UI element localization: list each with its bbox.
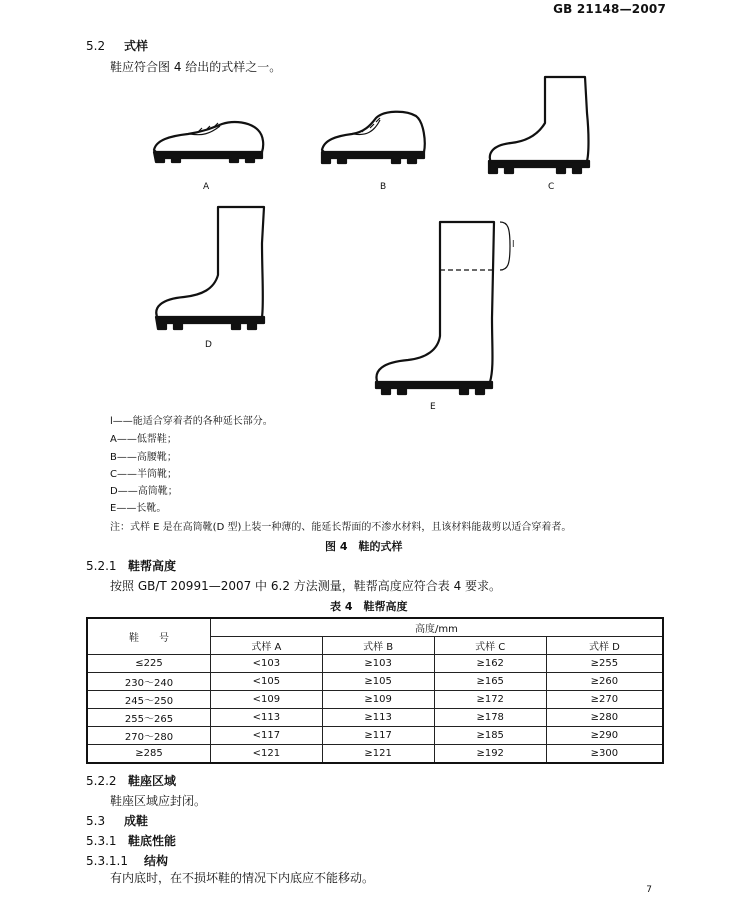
table-row — [87, 691, 663, 709]
section-number: 5.3.1.1 — [86, 854, 128, 868]
label-c: C — [548, 182, 555, 192]
label-b: B — [380, 182, 387, 192]
table-caption: 表 4 鞋帮高度 — [330, 600, 408, 613]
table-cell: ≥192 — [434, 745, 546, 764]
table-row — [87, 745, 663, 764]
column-header-style-a: 式样 A — [211, 637, 323, 655]
section-title: 结构 — [144, 854, 169, 868]
section-5-3-1-heading — [86, 832, 176, 849]
section-number: 5.3 — [86, 814, 106, 828]
table-cell: ≥109 — [322, 691, 434, 709]
shoe-b-illustration — [318, 108, 433, 168]
legend-item: D——高筒靴； — [110, 486, 178, 497]
table-cell: ≥300 — [546, 745, 663, 764]
column-header-height: 高度/mm — [211, 618, 664, 637]
label-l: l — [512, 240, 515, 250]
section-title: 鞋座区域 — [128, 774, 177, 788]
section-number: 5.2.1 — [86, 559, 117, 573]
section-5-2-1-text: 按照 GB/T 20991—2007 中 6.2 方法测量，鞋帮高度应符合表 4 要求。 — [110, 579, 502, 593]
table-cell: <113 — [211, 709, 323, 727]
section-5-3-heading — [86, 812, 148, 829]
section-5-2-1-heading — [86, 557, 176, 574]
section-number: 5.2.2 — [86, 774, 117, 788]
table-cell: <117 — [211, 727, 323, 745]
table-cell: <103 — [211, 655, 323, 673]
legend-item: C——半筒靴； — [110, 469, 177, 480]
column-header-style-d: 式样 D — [546, 637, 663, 655]
shoe-e-illustration — [370, 218, 520, 400]
label-d: D — [205, 340, 212, 350]
table-cell: ≥290 — [546, 727, 663, 745]
section-5-2-2-text: 鞋座区域应封闭。 — [110, 794, 207, 808]
figure-caption: 图 4 鞋的式样 — [325, 540, 403, 553]
section-title: 成鞋 — [124, 814, 149, 828]
shoe-d-illustration — [150, 203, 270, 335]
table-cell: ≥285 — [87, 745, 211, 764]
table-cell: 230～240 — [87, 673, 211, 691]
column-header-style-b: 式样 B — [322, 637, 434, 655]
section-title: 式样 — [124, 39, 149, 53]
table-row — [87, 709, 663, 727]
table-cell: 270～280 — [87, 727, 211, 745]
shoe-a-illustration — [150, 118, 270, 168]
legend-item: E——长靴。 — [110, 503, 167, 514]
table-row — [87, 673, 663, 691]
table-cell: ≥113 — [322, 709, 434, 727]
table-cell: ≥165 — [434, 673, 546, 691]
label-e: E — [430, 402, 436, 412]
table-cell: ≥121 — [322, 745, 434, 764]
legend-item: l——能适合穿着者的各种延长部分。 — [110, 416, 273, 427]
table-cell: ≥103 — [322, 655, 434, 673]
table-4 — [86, 617, 664, 764]
column-header-style-c: 式样 C — [434, 637, 546, 655]
section-5-2-text: 鞋应符合图 4 给出的式样之一。 — [110, 60, 282, 74]
table-cell: 245～250 — [87, 691, 211, 709]
table-cell: ≥260 — [546, 673, 663, 691]
table-cell: <105 — [211, 673, 323, 691]
standard-number: GB 21148—2007 — [553, 2, 666, 16]
table-row — [87, 727, 663, 745]
shoe-c-illustration — [483, 73, 598, 178]
table-cell: <121 — [211, 745, 323, 764]
table-cell: ≥117 — [322, 727, 434, 745]
table-cell: ≥105 — [322, 673, 434, 691]
section-5-3-1-1-text: 有内底时，在不损坏鞋的情况下内底应不能移动。 — [110, 871, 375, 885]
table-row — [87, 655, 663, 673]
table-cell: ≥185 — [434, 727, 546, 745]
legend-item: B——高腰靴； — [110, 452, 177, 463]
table-cell: ≥178 — [434, 709, 546, 727]
table-cell: ≥162 — [434, 655, 546, 673]
section-5-2-2-heading — [86, 772, 176, 789]
table-cell: ≥280 — [546, 709, 663, 727]
section-number: 5.3.1 — [86, 834, 117, 848]
table-cell: ≥172 — [434, 691, 546, 709]
table-cell: ≤225 — [87, 655, 211, 673]
table-cell: <109 — [211, 691, 323, 709]
section-title: 鞋底性能 — [128, 834, 177, 848]
section-5-2-heading — [86, 37, 148, 54]
table-cell: ≥255 — [546, 655, 663, 673]
table-cell: 255～265 — [87, 709, 211, 727]
legend-item: A——低帮鞋； — [110, 434, 177, 445]
figure-note: 注：式样 E 是在高筒靴(D 型)上装一种薄的、能延长帮面的不渗水材料，且该材料能裁剪以适合穿着者。 — [110, 522, 572, 533]
section-5-3-1-1-heading — [86, 852, 168, 869]
section-title: 鞋帮高度 — [128, 559, 177, 573]
page-number: 7 — [646, 885, 652, 895]
label-a: A — [203, 182, 210, 192]
section-number: 5.2 — [86, 39, 106, 53]
column-header-size: 鞋 号 — [87, 618, 211, 655]
table-cell: ≥270 — [546, 691, 663, 709]
